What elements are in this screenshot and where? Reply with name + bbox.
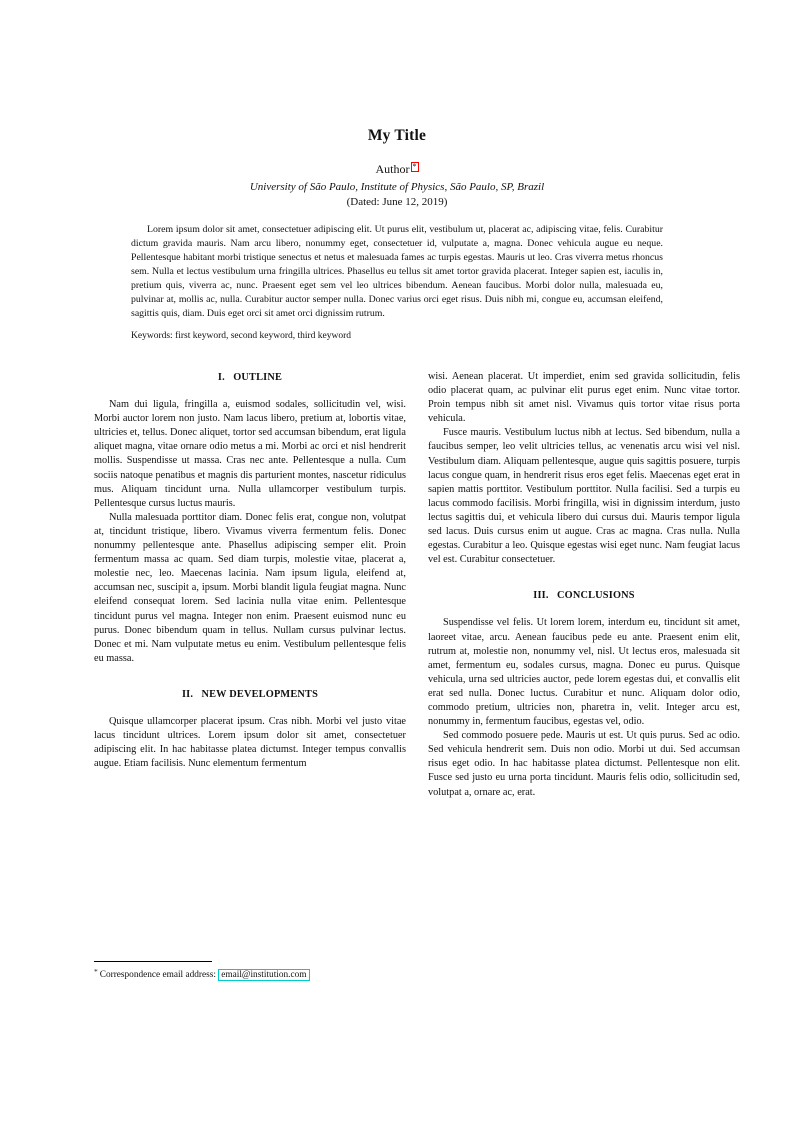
section-heading-conclusions: III. CONCLUSIONS [533,590,635,602]
date-line: (Dated: June 12, 2019) [346,196,448,208]
paragraph: Fusce mauris. Vestibulum luctus nibh at lectus. Sed bibendum, nulla a faucibus semper, leo velit ultricies tellus, ac venenatis arcu wisi vel nisl. Vestibulum diam. Aliquam pellentesque, augue quis sagittis posuere, turpis lacus congue quam, in hendrerit risus eros eget felis. Maecenas eget erat in sapien mattis porttitor. Vestibulum porttitor. Nulla facilisi. Sed a turpis eu lacus commodo facilisis. Morbi fringilla, wisi in dignissim interdum, justo lectus sagittis dui, et vehicula libero dui cursus dui. Mauris tempor ligula sed lacus. Duis cursus enim ut augue. Cras ac magna. Cras nulla. Nulla egestas. Curabitur a leo. Quisque egestas wisi eget nunc. Nam feugiat lacus vel est. Curabitur consectetuer. [428,427,740,566]
abstract: Lorem ipsum dolor sit amet, consectetuer adipiscing elit. Ut purus elit, vestibulum ut, placerat ac, adipiscing vitae, felis. Curabitur dictum gravida mauris. Nam arcu libero, nonummy eget, consectetuer id, vulputate a, magna. Donec vehicula augue eu neque. Pellentesque habitant morbi tristique senectus et netus et malesuada fames ac turpis egestas. Mauris ut leo. Cras viverra metus rhoncus sem. Nulla et lectus vestibulum urna fringilla ultrices. Phasellus eu tellus sit amet tortor gravida placerat. Integer sapien est, iaculis in, pretium quis, viverra ac, nunc. Praesent eget sem vel leo ultrices bibendum. Aenean faucibus. Morbi dolor nulla, malesuada eu, pulvinar at, mollis ac, nulla. Curabitur auctor semper nulla. Donec varius orci eget risus. Duis nibh mi, congue eu, accumsan eleifend, sagittis quis, diam. Duis eget orci sit amet orci dignissim rutrum. [131,224,663,319]
paragraph: Quisque ullamcorper placerat ipsum. Cras nibh. Morbi vel justo vitae lacus tincidunt ultrices. Lorem ipsum dolor sit amet, consectetuer adipiscing elit. In hac habitasse platea dictumst. Integer tempus convallis augue. Etiam facilisis. Nunc elementum fermentum [94,715,406,770]
paragraph-continuation: wisi. Aenean placerat. Ut imperdiet, enim sed gravida sollicitudin, felis odio placerat quam, ac pulvinar elit purus eget enim. Nunc vitae tortor. Proin tempus nibh sit amet nisl. Vivamus quis tortor vitae risus porta vehicula. [428,371,740,425]
left-column [94,370,406,800]
author-name: Author [375,162,410,176]
paper-title: My Title [367,127,427,144]
title-block [0,0,794,208]
footnote-rule [94,961,212,962]
footnote-marker: * [94,967,98,976]
affiliation: University of São Paulo, Institute of Physics, São Paulo, SP, Brazil [249,181,545,193]
footnote [94,961,402,982]
keywords-line: Keywords: first keyword, second keyword, third keyword [131,331,352,341]
author-line [0,162,794,177]
right-column [428,370,740,800]
author-footnote-link[interactable]: * [412,162,417,171]
paragraph: Suspendisse vel felis. Ut lorem lorem, interdum eu, tincidunt sit amet, laoreet vitae, arcu. Aenean faucibus pede eu ante. Praesent enim elit, rutrum at, molestie non, nonummy vel, nisl. Ut lectus eros, malesuada sit amet, fermentum eu, sodales cursus, magna. Donec eu purus. Quisque vehicula, urna sed ultricies auctor, pede lorem egestas dui, et convallis elit erat sed nulla. Donec luctus. Curabitur et nunc. Aliquam dolor odio, commodo pretium, ultricies non, pharetra in, velit. Integer arcu est, nonummy in, fermentum faucibus, egestas vel, odio. [428,617,740,728]
paragraph: Sed commodo posuere pede. Mauris ut est. Ut quis purus. Sed ac odio. Sed vehicula hendrerit sem. Duis non odio. Morbi ut dui. Sed accumsan risus eget odio. In hac habitasse platea dictumst. Pellentesque non elit. Fusce sed justo eu urna porta tincidunt. Mauris felis odio, sollicitudin sed, volutpat a, ornare ac, erat. [428,730,740,798]
footnote-label: Correspondence email address: [99,970,216,980]
section-heading-new-developments: II. NEW DEVELOPMENTS [181,688,319,700]
paragraph: Nulla malesuada porttitor diam. Donec felis erat, congue non, volutpat at, tincidunt tristique, libero. Vivamus viverra fermentum felis. Donec nonummy pellentesque ante. Phasellus adipiscing semper elit. Proin fermentum massa ac quam. Sed diam turpis, molestie vitae, placerat a, molestie nec, leo. Maecenas lacinia. Nam ipsum ligula, eleifend at, accumsan nec, suscipit a, ipsum. Morbi blandit ligula feugiat magna. Nunc eleifend consequat lorem. Sed lacinia nulla vitae enim. Pellentesque tincidunt purus vel magna. Integer non enim. Praesent euismod nunc eu purus. Donec bibendum quam in tellus. Nullam cursus pulvinar lectus. Donec et mi. Nam vulputate metus eu enim. Vestibulum pellentesque felis eu massa. [94,511,406,664]
paragraph: Nam dui ligula, fringilla a, euismod sodales, sollicitudin vel, wisi. Morbi auctor lorem non justo. Nam lacus libero, pretium at, lobortis vitae, ultricies et, tellus. Donec aliquet, tortor sed accumsan bibendum, erat ligula aliquet magna, vitae ornare odio metus a mi. Morbi ac orci et nisl hendrerit mollis. Suspendisse ut massa. Cras nec ante. Pellentesque a nulla. Cum sociis natoque penatibus et magnis dis parturient montes, nascetur ridiculus mus. Aliquam tincidunt urna. Nulla ullamcorper vestibulum turpis. Pellentesque cursus luctus mauris. [94,399,406,509]
two-column-body [94,370,740,800]
email-link[interactable]: email@institution.com [218,969,309,981]
section-heading-outline: I. OUTLINE [217,372,283,383]
